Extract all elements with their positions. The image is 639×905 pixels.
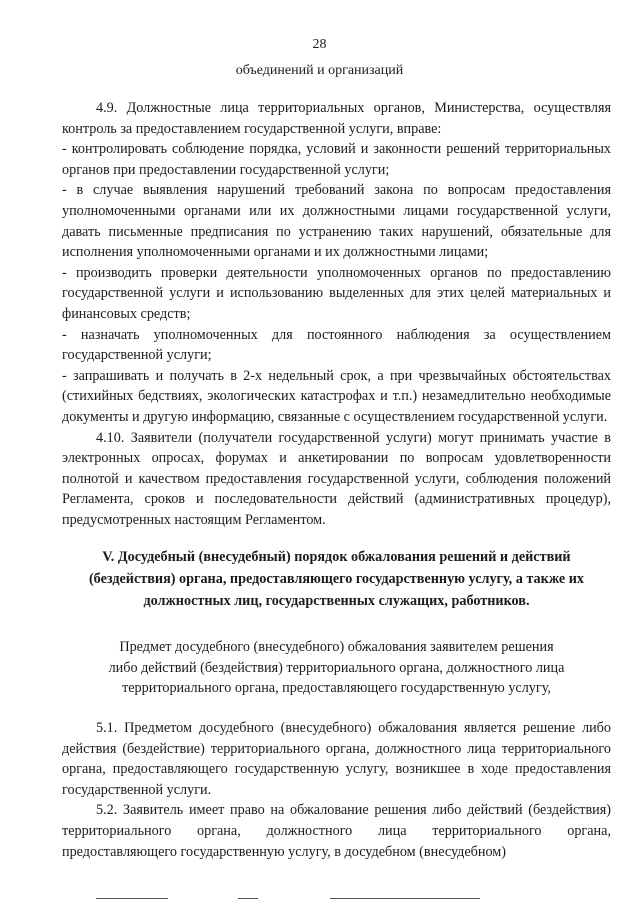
paragraph-4-10: 4.10. Заявители (получатели государственной услуги) могут принимать участие в электронных опросах, форумах и анкетировании по вопросам удовлетворенности полнотой и качеством предоставления государственной услуги, соблюдения положений Регламента, сроков и последовательности действий (административных процедур), предусмотренных настоящим Регламентом. — [62, 429, 611, 528]
footer-rule-segment — [238, 898, 258, 899]
paragraph-4-9: 4.9. Должностные лица территориальных органов, Министерства, осуществляя контроль за предоставлением государственной услуги, вправе: — [62, 100, 611, 137]
section-5-body — [62, 718, 611, 862]
list-item: - контролировать соблюдение порядка, условий и законности решений территориальных органов при предоставлении государственной услуги; — [62, 141, 611, 178]
footer-rule-segment — [96, 898, 168, 899]
section-v-title — [62, 546, 611, 612]
section-title-line: (бездействия) органа, предоставляющего государственную услугу, а также их — [88, 571, 585, 587]
footer-rule — [0, 898, 639, 905]
paragraph-5-1: 5.1. Предметом досудебного (внесудебного) обжалования является решение либо действия (бездействие) территориального органа, должностного лица территориального органа, предоставляющего государственную услугу, возникшее в ходе предоставления государственной услуги. — [62, 720, 611, 798]
footer-rule-segment — [330, 898, 480, 899]
paragraph-5-2: 5.2. Заявитель имеет право на обжалование решения либо действий (бездействия) территориального органа, должностного лица территориального органа, предоставляющего государственную услугу, в досудебном (внесудебном) — [62, 802, 611, 860]
list-item: - назначать уполномоченных для постоянного наблюдения за осуществлением государственной услуги; — [62, 326, 611, 364]
subsection-title-line: Предмет досудебного (внесудебного) обжалования заявителем решения — [119, 639, 554, 655]
page-number: 28 — [312, 37, 327, 52]
subsection-title-line: территориального органа, предоставляющего государственную услугу, — [122, 680, 551, 696]
list-item: - в случае выявления нарушений требований закона по вопросам предоставления уполномоченными органами или их должностными лицами государственной услуги, давать письменные предписания по устранению таких нарушений, обязательные для исполнения уполномоченными органами и их должностными лицами; — [62, 182, 611, 261]
subsection-title-line: либо действий (бездействия) территориального органа, должностного лица — [108, 659, 565, 676]
list-item: - запрашивать и получать в 2-х недельный срок, а при чрезвычайных обстоятельствах (стихийных бедствиях, экологических катастрофах и т.п.) незамедлительно необходимые документы и другую информацию, связанные с осуществлением государственной услуги. — [62, 367, 611, 425]
section-title-line: должностных лиц, государственных служащих, работников. — [143, 593, 530, 609]
carryover-heading: объединений и организаций — [235, 63, 404, 78]
subsection-title — [62, 637, 611, 699]
section-4-body — [62, 98, 611, 530]
section-title-line: V. Досудебный (внесудебный) порядок обжалования решений и действий — [102, 549, 571, 565]
list-item: - производить проверки деятельности уполномоченных органов по предоставлению государственной услуги и использованию выделенных для этих целей материальных и финансовых средств; — [62, 264, 611, 322]
